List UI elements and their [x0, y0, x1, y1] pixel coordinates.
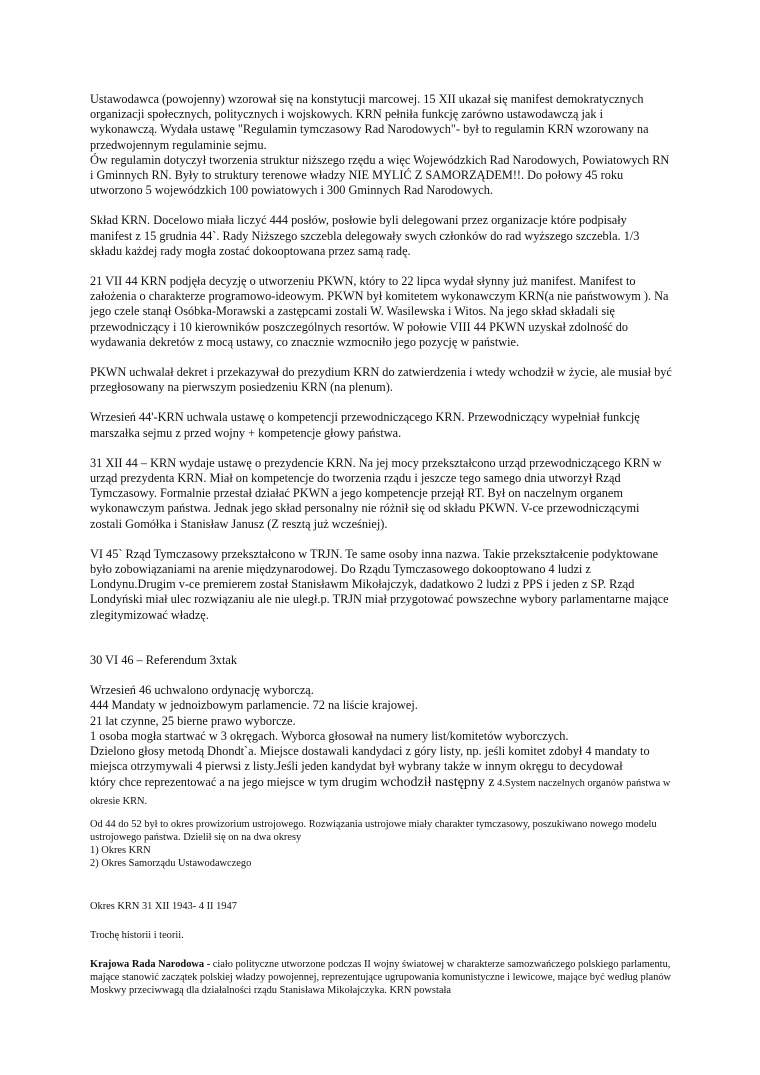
definition-text: ciało polityczne utworzone podczas II wojny światowej w charakterze samozwańczego polskiego parlamentu, mające stanowić zaczątek polskiej władzy powojennej, reprezentujące ugrupowania komunistyczne i lewicowe, mające być według planów Moskwy przeciwwagą dla działalności rządu Stanisława Mikołajczyka. KRN powstała — [90, 959, 672, 997]
paragraph-1: Ustawodawca (powojenny) wzorował się na konstytucji marcowej. 15 XII ukazał się manifest demokratycznych organizacji społecznych, politycznych i wojskowych. KRN pełniła funkcję zarówno ustawodawczą jak i wykonawczą. Wydała ustawę "Regulamin tymczasowy Rad Narodowych"- był to regulamin KRN wzorowany na przedwojennym regulaminie sejmu. — [90, 92, 649, 152]
paragraph-3: Skład KRN. Docelowo miała liczyć 444 posłów, posłowie byli delegowani przez organizacje które podpisały manifest z 15 grudnia 44`. Rady Niższego szczebla delegowały swych członków do rad wyższego szczebla. 1/3 składu każdej rady mogła zostać dokooptowana przez samą radę. — [90, 213, 640, 258]
paragraph-12: Trochę historii i teorii. — [90, 930, 184, 942]
section-heading-krn: Okres KRN 31 XII 1943- 4 II 1947 — [90, 901, 237, 913]
paragraph-10: Od 44 do 52 był to okres prowizorium ustrojowego. Rozwiązania ustrojowe miały charakter tymczasowy, poszukiwano nowego modelu ustrojowego państwa. Dzielił się on na dwa okresy — [90, 819, 657, 844]
line-4: 1 osoba mogła startwać w 3 okręgach. Wyborca głosował na numery list/komitetów wyborczych. — [90, 728, 569, 743]
term-bold: Krajowa Rada Narodowa - — [90, 959, 211, 971]
paragraph-2: Ów regulamin dotyczył tworzenia struktur niższego rzędu a więc Wojewódzkich Rad Narodowych, Powiatowych RN i Gminnych RN. Były to struktury terenowe władzy NIE MYLIĆ Z SAMORZĄDEM!!. Do połowy 45 roku utworzono 5 wojewódzkich 100 powiatowych i 300 Gminnych Rad Narodowych. — [90, 152, 670, 198]
paragraph-5: PKWN uchwalał dekret i przekazywał do prezydium KRN do zatwierdzenia i wtedy wchodził w życie, ale musiał być przegłosowany na pierwszym posiedzeniu KRN (na plenum). — [90, 365, 672, 395]
paragraph-7: 31 XII 44 – KRN wydaje ustawę o prezydencie KRN. Na jej mocy przekształcono urząd przewodniczącego KRN w urząd prezydenta KRN. Miał on kompetencje do tworzenia rządu i jeszcze tego samego dnia utworzył Rząd Tymczasowy. Formalnie przestał działać PKWN a jego kompetencje przejął RT. Był on naczelnym organem wykonawczym państwa. Jednak jego skład personalny nie różnił się od składu PKWN. V-ce przewodniczącymi zostali Gomółka i Stanisław Janusz (Z resztą już wcześniej). — [90, 455, 662, 531]
list-item-1: 1) Okres KRN — [90, 845, 151, 857]
line-2: 444 Mandaty w jednoizbowym parlamencie. 72 na liście krajowej. — [90, 698, 418, 713]
paragraph-8: VI 45` Rząd Tymczasowy przekształcono w TRJN. Te same osoby inna nazwa. Takie przekształcenie podyktowane było zobowiązaniami na arenie międzynarodowej. Do Rządu Tymczasowego dokooptowano 4 ludzi z Londynu.Drugim v-ce premierem został Stanisławm Mikołajczyk, dadatkowo 2 ludzi z PPS i jeden z SP. Rząd Londyński miał ulec rozwiązaniu ale nie uległ.p. TRJN miał przygotować powszechne wybory parlamentarne mające zlegitymizować władzę. — [90, 546, 669, 622]
paragraph-4: 21 VII 44 KRN podjęła decyzję o utworzeniu PKWN, który to 22 lipca wydał słynny już manifest. Manifest to założenia o charakterze programowo-ideowym. PKWN był komitetem wykonawczym KRN(a nie państwowym ). Na jego czele stanął Osóbka-Morawski a zastępcami zostali W. Wasilewska i Witos. Na jego skład składali się przewodniczący i 10 kierowników poszczególnych resortów. W połowie VIII 44 PKWN uzyskał zdolność do wydawania dekretów z mocą ustawy, co znacznie wzmocniło jego pozycję w państwie. — [90, 274, 669, 349]
mixed-text-c: 4.System naczelnych organów państwa w okresie KRN. — [90, 778, 671, 808]
list-item-2: 2) Okres Samorządu Ustawodawczego — [90, 858, 252, 870]
mixed-text-b: wchodził następny z — [380, 775, 495, 791]
mixed-size-paragraph — [90, 774, 672, 810]
document-body — [90, 92, 672, 997]
mixed-text-a: który chce reprezentować a na jego miejsce w tym drugim — [90, 775, 381, 790]
line-5: Dzielono głosy metodą Dhondt`a. Miejsce dostawali kandydaci z góry listy, np. jeśli komitet zdobył 4 mandaty to miejsca otrzymywali 4 pierwsi z listy.Jeśli jeden kandydat był wybrany także w innym okręgu to decydował — [90, 743, 650, 774]
line-1: Wrzesień 46 uchwalono ordynację wyborczą. — [90, 683, 314, 698]
paragraph-13 — [90, 958, 672, 997]
paragraph-referendum: 30 VI 46 – Referendum 3xtak — [90, 652, 237, 667]
line-3: 21 lat czynne, 25 bierne prawo wyborcze. — [90, 713, 296, 728]
paragraph-6: Wrzesień 44'-KRN uchwala ustawę o kompetencji przewodniczącego KRN. Przewodniczący wypełniał funkcję marszałka sejmu z przed wojny + kompetencje głowy państwa. — [90, 410, 640, 440]
